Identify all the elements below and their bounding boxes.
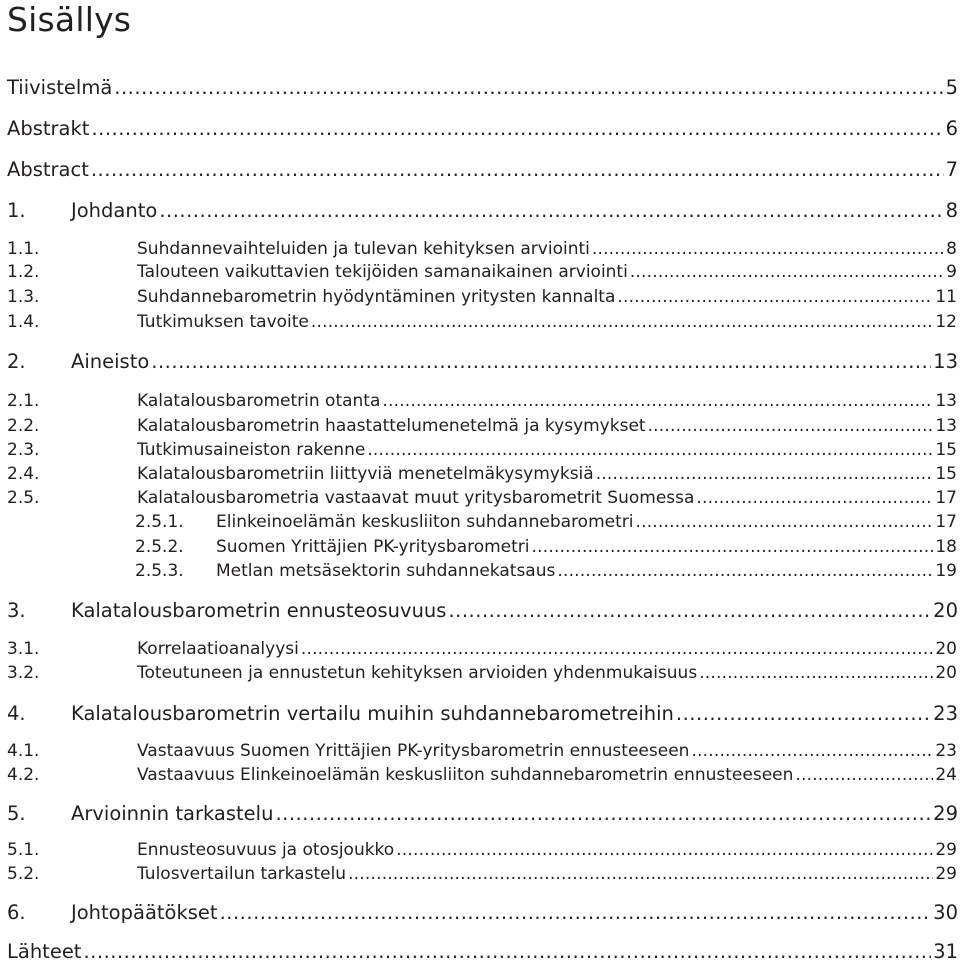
toc-number: 2.3. (7, 440, 40, 460)
toc-entry-aineisto[interactable] (7, 350, 960, 373)
dot-leader (795, 765, 933, 785)
toc-label: Abstrakt (7, 117, 90, 140)
toc-number: 3.1. (7, 639, 40, 659)
toc-page-number: 23 (935, 741, 957, 761)
toc-entry-vertailu[interactable] (7, 702, 960, 725)
toc-page-number: 24 (935, 765, 957, 785)
toc-number: 4.1. (7, 741, 40, 761)
toc-entry-5-2[interactable] (7, 864, 960, 884)
toc-page-number: 9 (946, 262, 957, 282)
toc-label: Johtopäätökset (71, 901, 218, 924)
toc-page-number: 13 (935, 391, 957, 411)
dot-leader (699, 663, 933, 683)
toc-entry-5-1[interactable] (7, 840, 960, 860)
toc-number: 2.4. (7, 464, 40, 484)
toc-entry-3-2[interactable] (7, 663, 960, 683)
toc-entry-johtopaatokset[interactable] (7, 901, 960, 924)
toc-page-number: 8 (945, 199, 958, 222)
dot-leader (367, 440, 933, 460)
toc-number: 1.4. (7, 312, 40, 332)
toc-label: Kalatalousbarometriin liittyviä menetelmäkysymyksiä (137, 464, 594, 484)
toc-label: Lähteet (7, 940, 82, 963)
toc-label: Tiivistelmä (7, 76, 113, 99)
toc-page-number: 29 (935, 864, 957, 884)
dot-leader (635, 512, 933, 532)
toc-number: 2.5.2. (135, 537, 184, 557)
toc-number: 1.1. (7, 239, 40, 259)
toc-label: Johdanto (71, 199, 158, 222)
dot-leader (592, 239, 944, 259)
toc-label: Elinkeinoelämän keskusliiton suhdannebarometri (216, 512, 634, 532)
toc-page-number: 7 (945, 158, 958, 181)
toc-entry-2-5-2[interactable] (7, 537, 960, 557)
toc-entry-1-1[interactable] (7, 239, 960, 259)
toc-number: 4. (7, 702, 26, 725)
toc-label: Toteutuneen ja ennustetun kehityksen arvioiden yhdenmukaisuus (137, 663, 698, 683)
toc-entry-4-2[interactable] (7, 765, 960, 785)
dot-leader (91, 117, 943, 140)
toc-label: Tutkimuksen tavoite (137, 312, 309, 332)
toc-number: 3. (7, 599, 26, 622)
toc-entry-2-3[interactable] (7, 440, 960, 460)
dot-leader (382, 391, 933, 411)
toc-number: 4.2. (7, 765, 40, 785)
toc-page-number: 29 (935, 840, 957, 860)
toc-page-number: 17 (935, 512, 957, 532)
dot-leader (114, 76, 943, 99)
toc-page-number: 20 (935, 639, 957, 659)
toc-number: 2.2. (7, 416, 40, 436)
toc-entry-johdanto[interactable] (7, 199, 960, 222)
toc-entry-2-2[interactable] (7, 416, 960, 436)
toc-page-number: 31 (933, 940, 958, 963)
toc-label: Suhdannevaihteluiden ja tulevan kehityksen arviointi (137, 239, 590, 259)
toc-entry-3-1[interactable] (7, 639, 960, 659)
dot-leader (83, 940, 931, 963)
toc-page-number: 20 (933, 599, 958, 622)
toc-number: 2.5.3. (135, 561, 184, 581)
toc-page-number: 17 (935, 488, 957, 508)
toc-page-number: 13 (935, 416, 957, 436)
toc-entry-4-1[interactable] (7, 741, 960, 761)
toc-label: Ennusteosuvuus ja otosjoukko (137, 840, 395, 860)
toc-entry-2-5-3[interactable] (7, 561, 960, 581)
dot-leader (275, 802, 931, 825)
toc-label: Vastaavuus Elinkeinoelämän keskusliiton suhdannebarometrin ennusteeseen (137, 765, 794, 785)
toc-entry-1-2[interactable] (7, 262, 960, 282)
dot-leader (396, 840, 933, 860)
toc-label: Tutkimusaineiston rakenne (137, 440, 366, 460)
toc-entry-2-5[interactable] (7, 488, 960, 508)
toc-number: 2.5. (7, 488, 40, 508)
toc-page-number: 8 (946, 239, 957, 259)
toc-page-number: 30 (933, 901, 958, 924)
toc-label: Korrelaatioanalyysi (137, 639, 299, 659)
dot-leader (691, 741, 933, 761)
toc-label: Aineisto (71, 350, 150, 373)
toc-entry-tiivistelma[interactable] (7, 76, 960, 99)
page-title: Sisällys (7, 0, 132, 39)
dot-leader (448, 599, 931, 622)
toc-label: Kalatalousbarometrin haastattelumenetelmä ja kysymykset (137, 416, 646, 436)
dot-leader (532, 537, 934, 557)
toc-number: 5.1. (7, 840, 40, 860)
toc-label: Kalatalousbarometrin vertailu muihin suhdannebarometreihin (71, 702, 674, 725)
toc-page-number: 6 (945, 117, 958, 140)
toc-page-number: 23 (933, 702, 958, 725)
toc-page-number: 15 (935, 464, 957, 484)
toc-page-number: 20 (935, 663, 957, 683)
toc-label: Kalatalousbarometria vastaavat muut yritysbarometrit Suomessa (137, 488, 695, 508)
dot-leader (617, 287, 933, 307)
toc-page-number: 5 (945, 76, 958, 99)
dot-leader (311, 312, 933, 332)
toc-page-number: 29 (933, 802, 958, 825)
toc-page-number: 12 (935, 312, 957, 332)
toc-entry-2-4[interactable] (7, 464, 960, 484)
toc-number: 1. (7, 199, 26, 222)
toc-page-number: 18 (935, 537, 957, 557)
dot-leader (676, 702, 931, 725)
toc-label: Suhdannebarometrin hyödyntäminen yritysten kannalta (137, 287, 616, 307)
toc-label: Abstract (7, 158, 89, 181)
dot-leader (220, 901, 932, 924)
toc-number: 1.2. (7, 262, 40, 282)
toc-entry-lahteet[interactable] (7, 940, 960, 963)
dot-leader (91, 158, 944, 181)
toc-number: 5. (7, 802, 26, 825)
toc-label: Talouteen vaikuttavien tekijöiden samanaikainen arviointi (137, 262, 628, 282)
toc-entry-arvioinnin-tarkastelu[interactable] (7, 802, 960, 825)
toc-entry-1-4[interactable] (7, 312, 960, 332)
dot-leader (151, 350, 931, 373)
toc-entry-1-3[interactable] (7, 287, 960, 307)
toc-number: 6. (7, 901, 26, 924)
toc-entry-abstrakt[interactable] (7, 117, 960, 140)
toc-page-number: 15 (935, 440, 957, 460)
toc-entry-2-5-1[interactable] (7, 512, 960, 532)
toc-label: Vastaavuus Suomen Yrittäjien PK-yritysbarometrin ennusteeseen (137, 741, 690, 761)
dot-leader (696, 488, 933, 508)
toc-page-number: 11 (935, 287, 957, 307)
toc-entry-ennusteosuvuus[interactable] (7, 599, 960, 622)
toc-number: 2.5.1. (135, 512, 184, 532)
dot-leader (630, 262, 944, 282)
toc-number: 2.1. (7, 391, 40, 411)
toc-label: Tulosvertailun tarkastelu (137, 864, 347, 884)
toc-entry-2-1[interactable] (7, 391, 960, 411)
dot-leader (596, 464, 934, 484)
toc-number: 2. (7, 350, 26, 373)
toc-number: 1.3. (7, 287, 40, 307)
toc-label: Metlan metsäsektorin suhdannekatsaus (216, 561, 556, 581)
toc-number: 3.2. (7, 663, 40, 683)
toc-entry-abstract[interactable] (7, 158, 960, 181)
dot-leader (301, 639, 934, 659)
toc-page-number: 19 (935, 561, 957, 581)
toc-number: 5.2. (7, 864, 40, 884)
dot-leader (348, 864, 933, 884)
dot-leader (159, 199, 943, 222)
dot-leader (557, 561, 933, 581)
toc-label: Suomen Yrittäjien PK-yritysbarometri (216, 537, 530, 557)
toc-label: Kalatalousbarometrin otanta (137, 391, 381, 411)
toc-page-number: 13 (933, 350, 958, 373)
toc-label: Arvioinnin tarkastelu (71, 802, 274, 825)
dot-leader (648, 416, 934, 436)
toc-label: Kalatalousbarometrin ennusteosuvuus (71, 599, 447, 622)
